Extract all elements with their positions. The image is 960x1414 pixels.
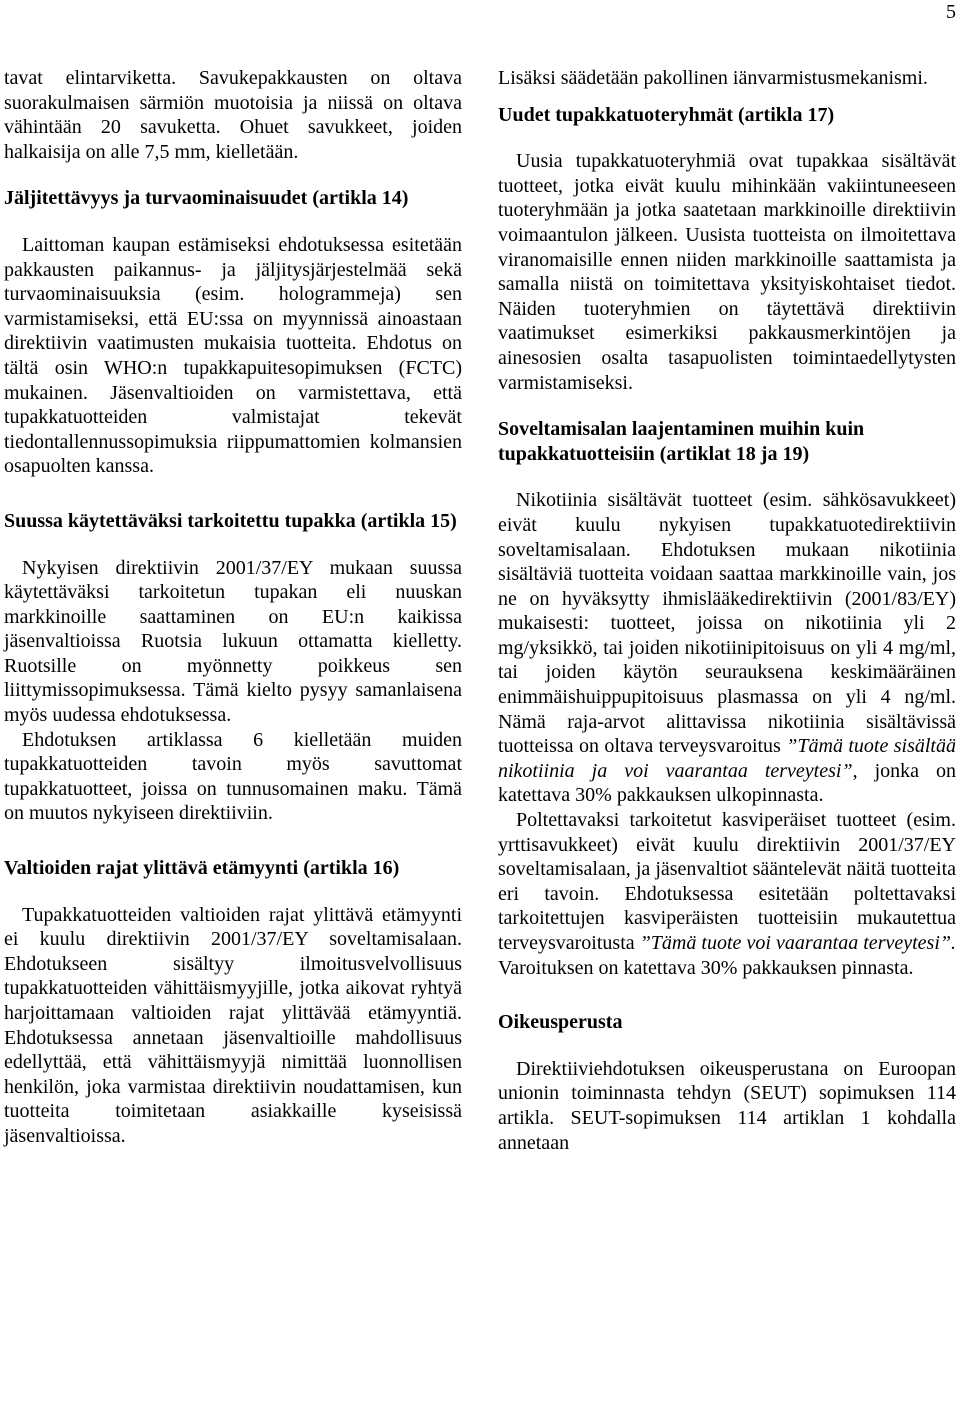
paragraph-herbal-products bbox=[498, 808, 956, 980]
heading-oral-tobacco: Suussa käytettäväksi tarkoitettu tupakka (artikla 15) bbox=[4, 509, 457, 532]
nicotine-text-a: Nikotiinia sisältävät tuotteet (esim. sähkösavukkeet) eivät kuulu nykyisen tupakkatuotedirektiivin soveltamisalaan. Ehdotuksen mukaan nikotiinia sisältäviä tuotteita voidaan saattaa markkinoille vain, jos ne on hyväksytty ihmislääkedirektiivin (2001/83/EY) mukaisesti: tuotteet, joissa on nikotiinia yli 2 mg/yksikkö, tai joiden nikotiinipitoisuus on yli 4 mg/ml, tai joiden käytön seurauksena keskimääräinen enimmäishuippupitoisuus plasmassa on yli 4 ng/ml. Nämä raja-arvot alittavissa nikotiinia sisältävissä tuotteissa on oltava terveysvaroitus bbox=[498, 489, 956, 758]
paragraph-distance-sales: Tupakkatuotteiden valtioiden rajat ylittävä etämyynti ei kuulu direktiivin 2001/37/EY soveltamisalaan. Ehdotukseen sisältyy ilmoitusvelvollisuus tupakkatuotteiden vähittäismyyjille, jotka aikovat ryhtyä harjoittamaan valtioiden rajat ylittävää etämyyntiä. Ehdotuksessa annetaan jäsenvaltioille mahdollisuus edellyttää, että vähittäismyyjä nimittää luonnollisen henkilön, joka varmistaa direktiivin noudattamisen, kun tuotteita toimitetaan asiakkaille kyseisissä jäsenvaltioissa. bbox=[4, 903, 462, 1147]
paragraph-intro: tavat elintarviketta. Savukepakkausten on oltava suorakulmaisen särmiön muotoisia ja niissä on oltava vähintään 20 savuketta. Ohuet savukkeet, joiden halkaisija on alle 7,5 mm, kielletään. bbox=[4, 67, 462, 163]
herbal-text-b: Varoituksen on katettava 30% pakkauksen pinnasta. bbox=[498, 956, 914, 979]
herbal-text-a: Poltettavaksi tarkoitetut kasviperäiset tuotteet (esim. yrttisavukkeet) eivät kuulu direktiivin 2001/37/EY soveltamisalaan, ja jäsenvaltiot sääntelevät näitä tuotteita eri tavoin. Ehdotuksessa esitetään poltettavaksi tarkoitettujen kasviperäisten tuotteisiin mukautettua terveysvaroitusta bbox=[498, 809, 956, 954]
paragraph-oral-tobacco-1: Nykyisen direktiivin 2001/37/EY mukaan suussa käytettäväksi tarkoitetun tupakan eli nuuskan markkinoille saattaminen on EU:n kaikissa jäsenvaltioissa Ruotsia lukuun ottamatta kielletty. Ruotsille on myönnetty poikkeus sen liittymissopimuksessa. Tämä kielto pysyy samanlaisena myös uudessa ehdotuksessa. bbox=[4, 556, 462, 727]
heading-traceability: Jäljitettävyys ja turvaominaisuudet (artikla 14) bbox=[4, 187, 409, 210]
left-column bbox=[4, 66, 462, 1149]
right-column bbox=[498, 66, 956, 1155]
heading-legal-basis: Oikeusperusta bbox=[498, 1011, 623, 1034]
paragraph-age-verification: Lisäksi säädetään pakollinen iänvarmistusmekanismi. bbox=[498, 67, 928, 89]
paragraph-traceability: Laittoman kaupan estämiseksi ehdotuksessa esitetään pakkausten paikannus- ja jäljitysjärjestelmää sekä turvaominaisuuksia (esim. hologrammeja) sen varmistamiseksi, että EU:ssa on myynnissä ainoastaan direktiivin vaatimusten mukaisia tuotteita. Ehdotus on tältä osin WHO:n tupakkapuitesopimuksen (FCTC) mukainen. Jäsenvaltioiden on varmistettava, että tupakkatuotteiden valmistajat tekevät tiedontallennussopimuksia riippumattomien kolmansien osapuolten kanssa. bbox=[4, 233, 462, 478]
paragraph-oral-tobacco-2: Ehdotuksen artiklassa 6 kielletään muiden tupakkatuotteiden tavoin myös savuttomat tupakkatuotteet, joissa on tunnusomainen maku. Tämä on muutos nykyiseen direktiiviin. bbox=[4, 728, 462, 825]
paragraph-novel-products: Uusia tupakkatuoteryhmiä ovat tupakkaa sisältävät tuotteet, jotka eivät kuulu mihinkään vakiintuneeseen tuoteryhmään ja jotka saatetaan markkinoille direktiivin voimaantulon jälkeen. Uusista tuotteista on ilmoitettava viranomaisille ennen niiden markkinoille saattamista ja samalla niistä on toimitettava yksityiskohtaiset tiedot. Näiden tuoteryhmien on täytettävä direktiivin vaatimukset esimerkiksi pakkausmerkintöjen ja ainesosien osalta tasapuolisten toimintaedellytysten varmistamiseksi. bbox=[498, 150, 956, 394]
heading-distance-sales: Valtioiden rajat ylittävä etämyynti (artikla 16) bbox=[4, 857, 400, 880]
paragraph-nicotine-products bbox=[498, 488, 956, 808]
nicotine-warning-quote: ”Tämä tuote sisältää nikotiinia ja voi vaarantaa terveytesi”, bbox=[498, 735, 956, 782]
page-number: 5 bbox=[946, 1, 956, 23]
herbal-warning-quote: ”Tämä tuote voi vaarantaa terveytesi”. bbox=[639, 932, 956, 954]
heading-novel-products: Uudet tupakkatuoteryhmät (artikla 17) bbox=[498, 103, 835, 126]
nicotine-text-b: jonka on katettava 30% pakkauksen ulkopinnasta. bbox=[498, 759, 956, 807]
paragraph-legal-basis: Direktiiviehdotuksen oikeusperustana on Euroopan unionin toiminnasta tehdyn (SEUT) sopimuksen 114 artikla. SEUT-sopimuksen 114 artiklan 1 kohdalla annetaan bbox=[498, 1057, 956, 1154]
heading-scope-extension: Soveltamisalan laajentaminen muihin kuin tupakkatuotteisiin (artiklat 18 ja 19) bbox=[498, 418, 865, 465]
